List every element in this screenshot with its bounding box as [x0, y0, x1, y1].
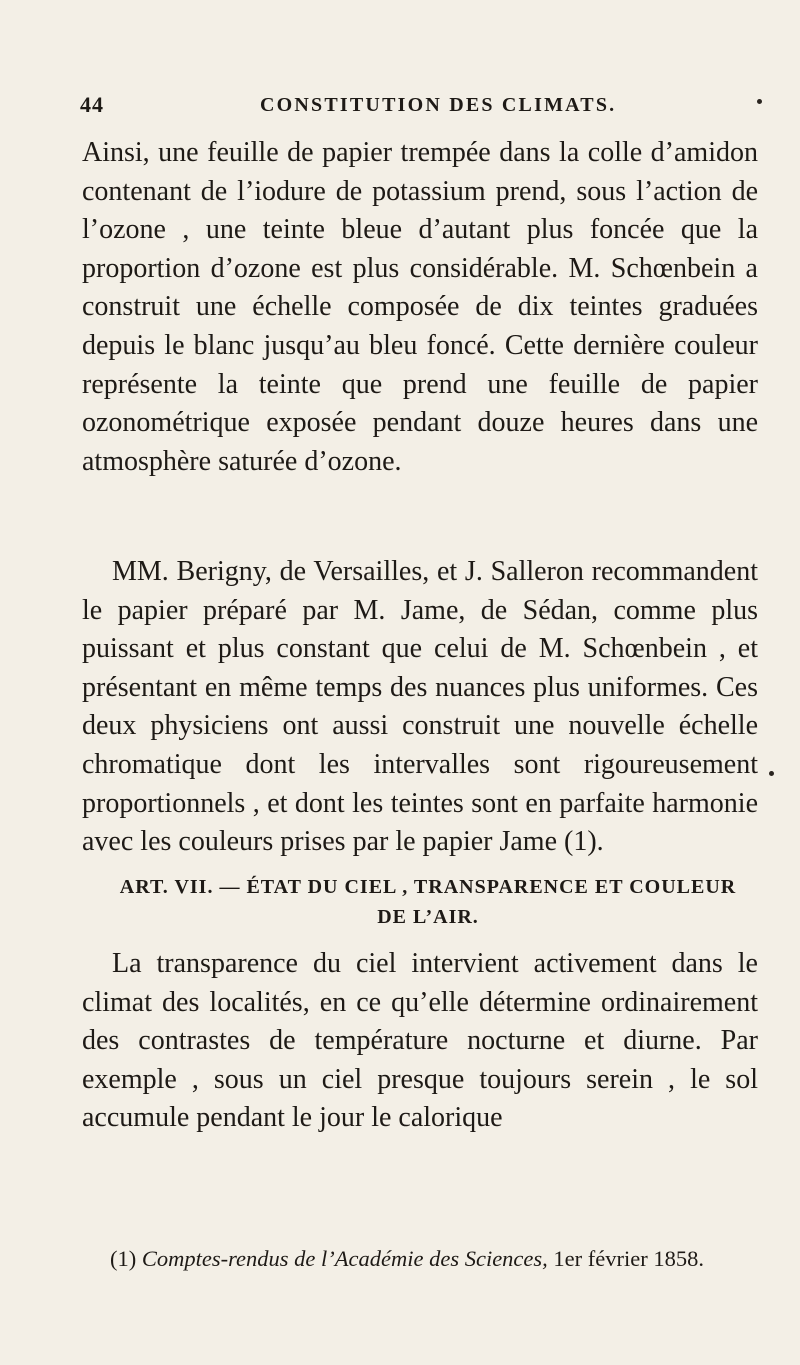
running-title: CONSTITUTION DES CLIMATS. — [260, 94, 617, 116]
paragraph-text: Ainsi, une feuille de papier trempée dans la colle d’amidon contenant de l’iodure de potassium prend, sous l’action de l’ozone , une teinte bleue d’autant plus foncée que la proportion d’ozone est plus considérable. M. Schœnbein a construit une échelle composée de dix teintes graduées depuis le blanc jusqu’au bleu foncé. Cette dernière couleur représente la teinte que prend une feuille de papier ozonométrique exposée pendant douze heures dans une atmosphère saturée d’ozone. — [82, 137, 758, 477]
ink-dot-mark — [769, 771, 774, 776]
footnote-source: Comptes-rendus de l’Académie des Sciences, — [141, 1246, 548, 1271]
paragraph-sky-transparency — [82, 945, 758, 1138]
page-number: 44 — [80, 92, 104, 117]
paragraph-ozone-paper — [82, 134, 758, 481]
footnote-date: 1er février 1858. — [553, 1246, 704, 1271]
section-heading — [88, 872, 768, 932]
footnote — [110, 1246, 790, 1272]
paragraph-jame-paper — [82, 553, 758, 862]
paragraph-text: La transparence du ciel intervient activement dans le climat des localités, en ce qu’elle détermine ordinairement des contrastes de température nocturne et diurne. Par exemple , sous un ciel presque toujours serein , le sol accumule pendant le jour le calorique — [82, 948, 758, 1134]
section-heading-line: ART. VII. — ÉTAT DU CIEL , TRANSPARENCE ET COULEUR — [119, 876, 737, 898]
ink-dot-mark — [757, 99, 762, 104]
section-heading-line: DE L’AIR. — [377, 906, 479, 928]
paragraph-text: MM. Berigny, de Versailles, et J. Salleron recommandent le papier préparé par M. Jame, de Sédan, comme plus puissant et plus constant que celui de M. Schœnbein , et présentant en même temps des nuances plus uniformes. Ces deux physiciens ont aussi construit une nouvelle échelle chromatique dont les intervalles sont rigoureusement proportionnels , et dont les teintes sont en parfaite harmonie avec les couleurs prises par le papier Jame (1). — [82, 556, 758, 858]
footnote-marker: (1) — [110, 1246, 137, 1271]
running-head — [80, 92, 770, 122]
